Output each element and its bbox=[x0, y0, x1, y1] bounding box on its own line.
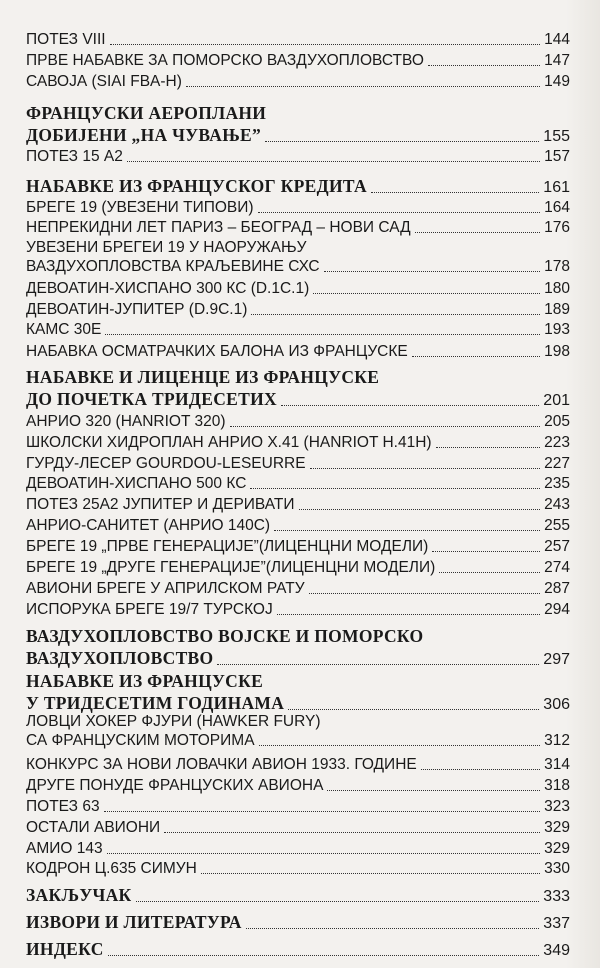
page-number: 333 bbox=[543, 888, 570, 905]
toc-section-entry bbox=[26, 859, 570, 878]
dot-leader bbox=[246, 928, 540, 929]
toc-section-entry bbox=[26, 495, 570, 514]
page-number: 255 bbox=[544, 517, 570, 534]
entry-title-line: ПРВЕ НАБАВКЕ ЗА ПОМОРСКО ВАЗДУХОПЛОВСТВО bbox=[26, 52, 424, 69]
entry-title-line: ОСТАЛИ АВИОНИ bbox=[26, 819, 161, 836]
toc-section-entry bbox=[26, 342, 570, 361]
entry-title-line: АМИО 143 bbox=[26, 840, 103, 857]
entry-title-line: НАБАВКЕ ИЗ ФРАНЦУСКЕ bbox=[26, 671, 264, 691]
toc-section-entry bbox=[26, 600, 570, 619]
entry-title-line: АВИОНИ БРЕГЕ У АПРИЛСКОМ РАТУ bbox=[26, 580, 305, 597]
toc-section-entry bbox=[26, 433, 570, 452]
page-number: 287 bbox=[544, 580, 570, 597]
toc-section-entry bbox=[26, 755, 570, 774]
entry-title-line: ЗАКЉУЧАК bbox=[26, 885, 132, 905]
entry-title-line: КАМС 30Е bbox=[26, 321, 102, 338]
entry-title-line: АНРИО-САНИТЕТ (АНРИО 140С) bbox=[26, 517, 271, 534]
dot-leader bbox=[274, 530, 540, 531]
page-number: 147 bbox=[544, 52, 570, 69]
page-number: 337 bbox=[543, 915, 570, 932]
page-number: 235 bbox=[544, 475, 570, 492]
page-number: 312 bbox=[544, 732, 570, 749]
toc-section-entry bbox=[26, 147, 570, 166]
entry-title-line: ИСПОРУКА БРЕГЕ 19/7 ТУРСКОЈ bbox=[26, 601, 273, 618]
page-number: 349 bbox=[543, 942, 570, 959]
dot-leader bbox=[324, 271, 541, 272]
page-number: 157 bbox=[544, 148, 570, 165]
dot-leader bbox=[439, 572, 540, 573]
dot-leader bbox=[309, 593, 541, 594]
entry-title-line: ПОТЕЗ 63 bbox=[26, 798, 100, 815]
toc-section-entry bbox=[26, 51, 570, 70]
dot-leader bbox=[258, 212, 541, 213]
dot-leader bbox=[327, 790, 540, 791]
page-number: 243 bbox=[544, 496, 570, 513]
entry-title-line: БРЕГЕ 19 „ДРУГЕ ГЕНЕРАЦИЈЕ”(ЛИЦЕНЦНИ МОДЕЛИ) bbox=[26, 559, 436, 576]
toc-chapter-entry bbox=[26, 175, 570, 197]
page-number: 201 bbox=[543, 392, 570, 409]
dot-leader bbox=[108, 955, 540, 956]
page-number: 180 bbox=[544, 280, 570, 297]
dot-leader bbox=[313, 293, 540, 294]
page-number: 306 bbox=[543, 696, 570, 713]
toc-section-entry bbox=[26, 30, 570, 49]
toc-section-entry bbox=[26, 238, 570, 276]
toc-section-entry bbox=[26, 839, 570, 858]
toc-section-entry bbox=[26, 198, 570, 217]
entry-title-line: СА ФРАНЦУСКИМ МОТОРИМА bbox=[26, 732, 255, 749]
dot-leader bbox=[412, 356, 540, 357]
entry-title-line: ВАЗДУХОПЛОВСТВО ВОЈСКЕ И ПОМОРСКО bbox=[26, 626, 424, 646]
entry-title-line: ДЕВОАТИН-ХИСПАНО 300 КС (D.1C.1) bbox=[26, 280, 310, 297]
page-number: 164 bbox=[544, 199, 570, 216]
entry-title-line: ИНДЕКС bbox=[26, 939, 104, 959]
page-number: 297 bbox=[543, 651, 570, 668]
entry-title-line: НАБАВКЕ ИЗ ФРАНЦУСКОГ КРЕДИТА bbox=[26, 176, 367, 196]
page-number: 223 bbox=[544, 434, 570, 451]
dot-leader bbox=[421, 769, 540, 770]
entry-title-line: КОДРОН Ц.635 СИМУН bbox=[26, 860, 197, 877]
dot-leader bbox=[432, 551, 540, 552]
page-number: 329 bbox=[544, 819, 570, 836]
toc-chapter-entry bbox=[26, 625, 570, 669]
dot-leader bbox=[251, 314, 540, 315]
page-number: 149 bbox=[544, 73, 570, 90]
page-number: 178 bbox=[544, 258, 570, 275]
toc-section-entry bbox=[26, 818, 570, 837]
entry-title-line: УВЕЗЕНИ БРЕГЕИ 19 У НАОРУЖАЊУ bbox=[26, 239, 307, 256]
dot-leader bbox=[105, 334, 540, 335]
page-number: 198 bbox=[544, 343, 570, 360]
toc-section-entry bbox=[26, 300, 570, 319]
page-number: 274 bbox=[544, 559, 570, 576]
toc-section-entry bbox=[26, 72, 570, 91]
toc-section-entry bbox=[26, 776, 570, 795]
page-number: 314 bbox=[544, 756, 570, 773]
entry-title-line: ЛОВЦИ ХОКЕР ФЈУРИ (HAWKER FURY) bbox=[26, 713, 321, 730]
entry-title-line: ДЕВОАТИН-ЈУПИТЕР (D.9C.1) bbox=[26, 301, 248, 318]
page-number: 257 bbox=[544, 538, 570, 555]
dot-leader bbox=[217, 664, 539, 665]
toc-chapter-entry bbox=[26, 366, 570, 410]
entry-title-line: ДОБИЈЕНИ „НА ЧУВАЊЕ” bbox=[26, 125, 262, 145]
entry-title-line: ФРАНЦУСКИ АЕРОПЛАНИ bbox=[26, 103, 267, 123]
toc-section-entry bbox=[26, 516, 570, 535]
page-number: 330 bbox=[544, 860, 570, 877]
entry-title-line: ИЗВОРИ И ЛИТЕРАТУРА bbox=[26, 912, 242, 932]
dot-leader bbox=[371, 192, 539, 193]
toc-section-entry bbox=[26, 537, 570, 556]
dot-leader bbox=[265, 141, 539, 142]
page-number: 161 bbox=[543, 179, 570, 196]
toc-section-entry bbox=[26, 218, 570, 237]
toc-section-entry bbox=[26, 797, 570, 816]
page-number: 329 bbox=[544, 840, 570, 857]
toc-chapter-entry bbox=[26, 670, 570, 714]
toc-section-entry bbox=[26, 320, 570, 339]
dot-leader bbox=[277, 614, 540, 615]
entry-title-line: НЕПРЕКИДНИ ЛЕТ ПАРИЗ – БЕОГРАД – НОВИ САД bbox=[26, 219, 411, 236]
dot-leader bbox=[310, 468, 541, 469]
entry-title-line: ГУРДУ-ЛЕСЕР GOURDOU-LESEURRE bbox=[26, 455, 306, 472]
entry-title-line: НАБАВКА ОСМАТРАЧКИХ БАЛОНА ИЗ ФРАНЦУСКЕ bbox=[26, 343, 408, 360]
page-number: 205 bbox=[544, 413, 570, 430]
entry-title-line: ДЕВОАТИН-ХИСПАНО 500 КС bbox=[26, 475, 247, 492]
dot-leader bbox=[104, 811, 541, 812]
toc-chapter-entry bbox=[26, 102, 570, 146]
toc-section-entry bbox=[26, 474, 570, 493]
entry-title-line: НАБАВКЕ И ЛИЦЕНЦЕ ИЗ ФРАНЦУСКЕ bbox=[26, 367, 380, 387]
entry-title-line: ВАЗДУХОПЛОВСТВА КРАЉЕВИНЕ СХС bbox=[26, 258, 320, 275]
dot-leader bbox=[436, 447, 541, 448]
entry-title-line: БРЕГЕ 19 „ПРВЕ ГЕНЕРАЦИЈЕ”(ЛИЦЕНЦНИ МОДЕЛИ) bbox=[26, 538, 429, 555]
toc-section-entry bbox=[26, 454, 570, 473]
entry-title-line: ДО ПОЧЕТКА ТРИДЕСЕТИХ bbox=[26, 389, 277, 409]
dot-leader bbox=[281, 405, 539, 406]
dot-leader bbox=[107, 853, 541, 854]
page-number: 144 bbox=[544, 31, 570, 48]
entry-title-line: ПОТЕЗ 25А2 ЈУПИТЕР И ДЕРИВАТИ bbox=[26, 496, 295, 513]
entry-title-line: САВОЈА (SIAI FBA-H) bbox=[26, 73, 182, 90]
toc-chapter-entry bbox=[26, 911, 570, 933]
dot-leader bbox=[288, 709, 539, 710]
dot-leader bbox=[250, 488, 540, 489]
page-number: 176 bbox=[544, 219, 570, 236]
entry-title-line: ВАЗДУХОПЛОВСТВО bbox=[26, 648, 214, 668]
dot-leader bbox=[201, 873, 540, 874]
page-number: 189 bbox=[544, 301, 570, 318]
toc-section-entry bbox=[26, 579, 570, 598]
toc-chapter-entry bbox=[26, 884, 570, 906]
entry-title-line: ПОТЕЗ 15 А2 bbox=[26, 148, 123, 165]
entry-title-line: ДРУГЕ ПОНУДЕ ФРАНЦУСКИХ АВИОНА bbox=[26, 777, 324, 794]
toc-section-entry bbox=[26, 712, 570, 750]
toc-section-entry bbox=[26, 558, 570, 577]
entry-title-line: У ТРИДЕСЕТИМ ГОДИНАМА bbox=[26, 693, 285, 713]
page-number: 193 bbox=[544, 321, 570, 338]
dot-leader bbox=[136, 901, 540, 902]
dot-leader bbox=[186, 86, 540, 87]
toc-section-entry bbox=[26, 279, 570, 298]
page-number: 323 bbox=[544, 798, 570, 815]
dot-leader bbox=[230, 426, 541, 427]
entry-title-line: ПОТЕЗ VIII bbox=[26, 31, 106, 48]
dot-leader bbox=[110, 44, 541, 45]
dot-leader bbox=[415, 232, 541, 233]
entry-title-line: АНРИО 320 (HANRIOT 320) bbox=[26, 413, 226, 430]
toc-chapter-entry bbox=[26, 938, 570, 960]
toc-section-entry bbox=[26, 412, 570, 431]
entry-title-line: БРЕГЕ 19 (УВЕЗЕНИ ТИПОВИ) bbox=[26, 199, 254, 216]
entry-title-line: ШКОЛСКИ ХИДРОПЛАН АНРИО Х.41 (HANRIOT H.41H) bbox=[26, 434, 432, 451]
dot-leader bbox=[164, 832, 540, 833]
page-number: 155 bbox=[543, 128, 570, 145]
page-number: 318 bbox=[544, 777, 570, 794]
page-number: 294 bbox=[544, 601, 570, 618]
page-number: 227 bbox=[544, 455, 570, 472]
dot-leader bbox=[299, 509, 541, 510]
dot-leader bbox=[127, 161, 540, 162]
dot-leader bbox=[428, 65, 540, 66]
dot-leader bbox=[259, 745, 541, 746]
entry-title-line: КОНКУРС ЗА НОВИ ЛОВАЧКИ АВИОН 1933. ГОДИНЕ bbox=[26, 756, 417, 773]
